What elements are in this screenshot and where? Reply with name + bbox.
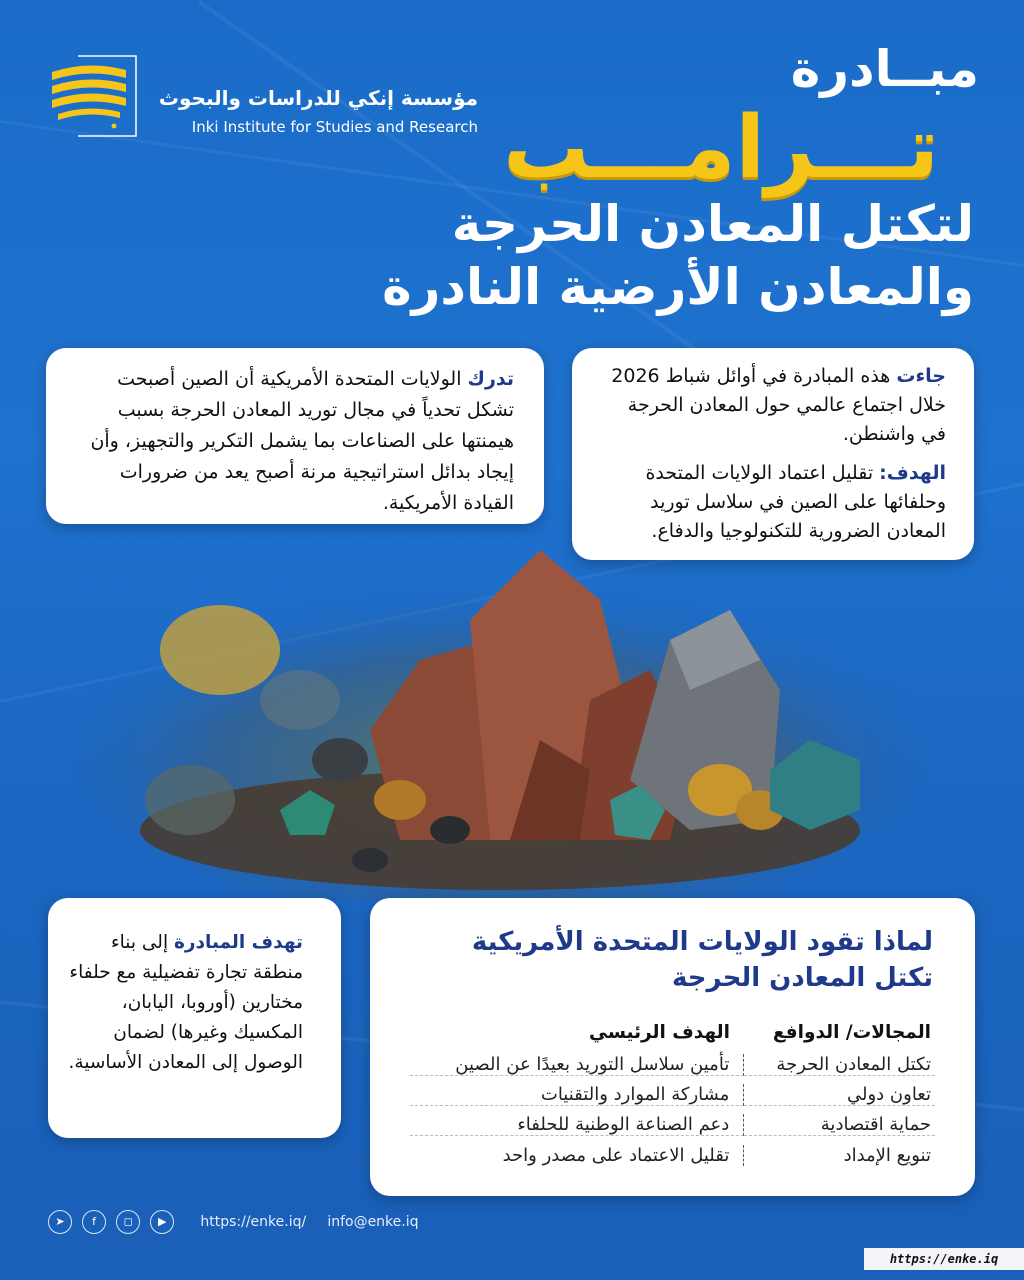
instagram-icon[interactable]: ◻ bbox=[116, 1210, 140, 1234]
table-row bbox=[410, 1110, 935, 1140]
card-body-text: هذه المبادرة في أوائل شباط 2026 خلال اجتماع عالمي حول المعادن الحرجة في واشنطن. bbox=[611, 365, 946, 445]
origin-text bbox=[598, 362, 946, 449]
title-line-4: والمعادن الأرضية النادرة bbox=[382, 258, 974, 316]
column-header-areas: المجالات/ الدوافع bbox=[772, 1021, 931, 1043]
title-line-3: لتكتل المعادن الحرجة bbox=[451, 195, 974, 253]
area-cell: تنويع الإمداد bbox=[843, 1144, 931, 1166]
facebook-icon[interactable]: f bbox=[82, 1210, 106, 1234]
why-us-leads-card bbox=[370, 898, 975, 1196]
email-link[interactable]: info@enke.iq bbox=[327, 1214, 419, 1230]
inki-logo-icon bbox=[48, 52, 138, 140]
minerals-illustration bbox=[70, 540, 930, 900]
table-row bbox=[410, 1080, 935, 1110]
area-cell: حماية اقتصادية bbox=[744, 1114, 935, 1136]
china-challenge-text bbox=[76, 364, 514, 519]
goal-text bbox=[598, 459, 946, 546]
table-header-row bbox=[410, 1014, 935, 1050]
keyword-goal: الهدف: bbox=[879, 462, 946, 484]
title-line-2: تـــرامـــب bbox=[503, 98, 939, 198]
footer bbox=[48, 1210, 468, 1236]
institute-name-arabic: مؤسسة إنكي للدراسات والبحوث bbox=[158, 86, 478, 110]
column-header-goal: الهدف الرئيسي bbox=[588, 1021, 730, 1043]
card-body-text: إلى بناء منطقة تجارة تفضيلية مع حلفاء مختارين (أوروبا، اليابان، المكسيك وغيرها) لضمان الوصول إلى المعادن الأساسية. bbox=[68, 932, 303, 1073]
table-row bbox=[410, 1050, 935, 1080]
institute-name-english: Inki Institute for Studies and Research bbox=[191, 118, 478, 136]
initiative-origin-card bbox=[572, 348, 974, 560]
card-body-text: تقليل اعتماد الولايات المتحدة وحلفائها على الصين في سلاسل توريد المعادن الضرورية للتكنولوجيا والدفاع. bbox=[645, 462, 946, 542]
goal-cell: تقليل الاعتماد على مصدر واحد bbox=[410, 1145, 744, 1166]
trade-zone-card bbox=[48, 898, 341, 1138]
table-row bbox=[410, 1140, 935, 1170]
china-challenge-card bbox=[46, 348, 544, 524]
area-cell: تكتل المعادن الحرجة bbox=[744, 1054, 935, 1076]
title-line-1: مبــادرة bbox=[790, 40, 979, 98]
institute-logo bbox=[48, 52, 478, 142]
website-link[interactable]: https://enke.iq/ bbox=[200, 1214, 307, 1230]
goal-cell: دعم الصناعة الوطنية للحلفاء bbox=[410, 1114, 744, 1136]
telegram-icon[interactable]: ➤ bbox=[48, 1210, 72, 1234]
motives-table bbox=[410, 1014, 935, 1170]
corner-url-badge[interactable]: https://enke.iq bbox=[864, 1248, 1024, 1270]
why-us-leads-heading: لماذا تقود الولايات المتحدة الأمريكية تكتل المعادن الحرجة bbox=[471, 927, 933, 993]
card-body-text: الولايات المتحدة الأمريكية أن الصين أصبحت تشكل تحدياً في مجال توريد المعادن الحرجة بسبب هيمنتها على الصناعات بما يشمل التكرير والتجهيز، وأن إيجاد بدائل استراتيجية مرنة أصبح يعد من ضرورات القيادة الأمريكية. bbox=[90, 368, 514, 514]
youtube-icon[interactable]: ▶ bbox=[150, 1210, 174, 1234]
keyword-came: جاءت bbox=[896, 365, 946, 387]
area-cell: تعاون دولي bbox=[744, 1084, 935, 1106]
goal-cell: تأمين سلاسل التوريد بعيدًا عن الصين bbox=[410, 1054, 744, 1076]
trade-zone-text bbox=[68, 928, 303, 1078]
keyword-realizes: تدرك bbox=[467, 368, 514, 390]
goal-cell: مشاركة الموارد والتقنيات bbox=[410, 1084, 744, 1106]
keyword-initiative-aims: تهدف المبادرة bbox=[173, 932, 303, 953]
